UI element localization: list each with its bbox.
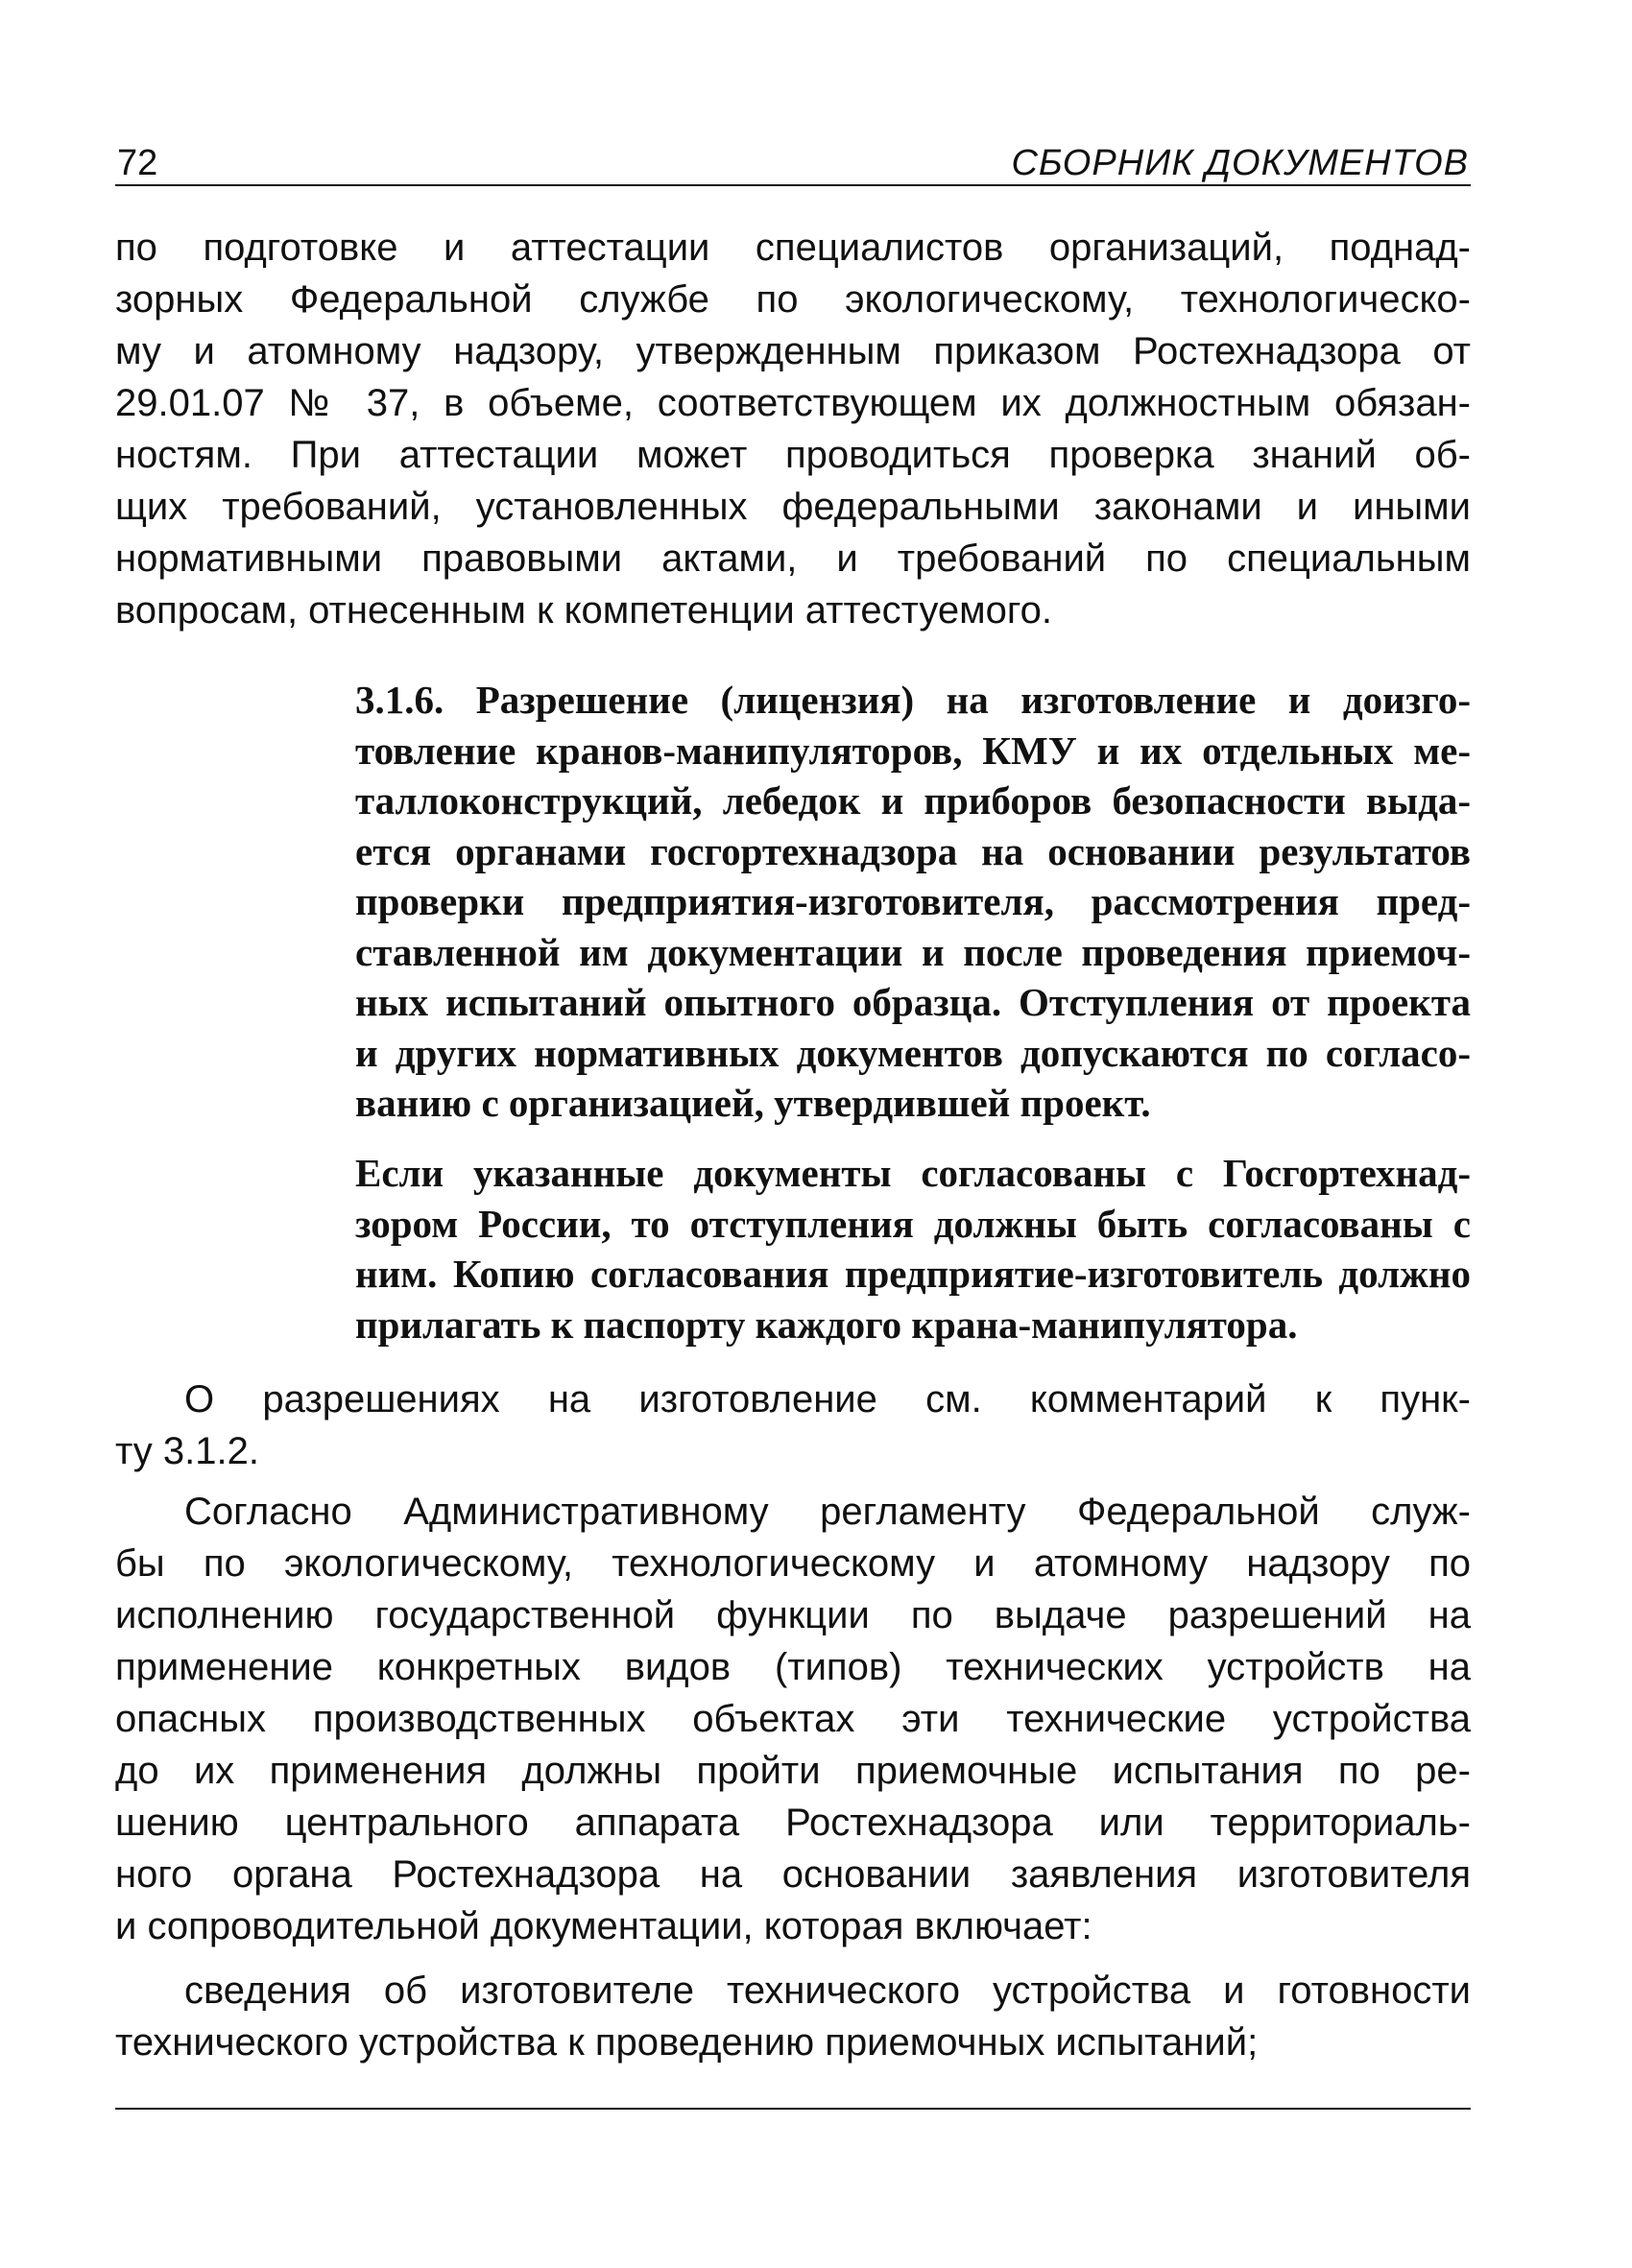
text-line: применение конкретных видов (типов) технических устройств на — [115, 1646, 1471, 1688]
text-line: опасных производственных объектах эти технические устройства — [115, 1698, 1471, 1740]
text-line: шению центрального аппарата Ростехнадзора или территориаль- — [115, 1802, 1471, 1844]
text-line: ставленной им документации и после проведения приемоч- — [355, 929, 1471, 974]
text-line: Согласно Административному регламенту Федеральной служ- — [184, 1491, 1471, 1533]
text-line: до их применения должны пройти приемочные испытания по ре- — [115, 1750, 1471, 1792]
text-line: му и атомному надзору, утвержденным приказом Ростехнадзора от — [115, 330, 1471, 372]
text-line: сведения об изготовителе технического устройства и готовности — [184, 1970, 1471, 2012]
text-line: и сопроводительной документации, которая включает: — [115, 1905, 1092, 1947]
header-rule — [115, 184, 1471, 186]
text-line: 3.1.6. Разрешение (лицензия) на изготовление и доизго- — [355, 678, 1471, 722]
running-header-title: СБОРНИК ДОКУМЕНТОВ — [1011, 143, 1469, 183]
text-line: ется органами госгортехнадзора на основании результатов — [355, 828, 1471, 873]
text-line: вопросам, отнесенным к компетенции аттестуемого. — [115, 589, 1052, 632]
paragraph-permits-comment — [115, 1373, 1471, 1477]
paragraph-3-1-6-continued — [355, 1148, 1471, 1349]
paragraph-manufacturer-info — [115, 1965, 1471, 2068]
text-line: ностям. При аттестации может проводиться проверка знаний об- — [115, 434, 1471, 476]
text-line: бы по экологическому, технологическому и атомному надзору по — [115, 1542, 1471, 1585]
text-line: ту 3.1.2. — [115, 1430, 259, 1472]
paragraph-3-1-6 — [355, 675, 1471, 1129]
text-line: нормативными правовыми актами, и требований по специальным — [115, 537, 1471, 580]
text-line: товление кранов-манипуляторов, КМУ и их отдельных ме- — [355, 728, 1471, 773]
paragraph-regulation — [115, 1486, 1471, 1952]
text-line: Если указанные документы согласованы с Госгортехнад- — [355, 1151, 1471, 1195]
text-line: и других нормативных документов допускаются по согласо- — [355, 1030, 1471, 1075]
text-line: по подготовке и аттестации специалистов организаций, поднад- — [115, 227, 1471, 269]
text-line: щих требований, установленных федеральными законами и иными — [115, 486, 1471, 528]
text-line: О разрешениях на изготовление см. комментарий к пунк- — [184, 1378, 1471, 1420]
text-line: ных испытаний опытного образца. Отступления от проекта — [355, 980, 1471, 1024]
paragraph-attestation — [115, 222, 1471, 636]
page-number: 72 — [117, 143, 158, 183]
footer-rule — [115, 2108, 1471, 2110]
text-line: зором России, то отступления должны быть согласованы с — [355, 1201, 1471, 1246]
text-line: технического устройства к проведению приемочных испытаний; — [115, 2021, 1259, 2064]
text-line: 29.01.07 № 37, в объеме, соответствующем их должностным обязан- — [115, 382, 1471, 424]
text-line: прилагать к паспорту каждого крана-манипулятора. — [355, 1301, 1298, 1347]
text-line: ним. Копию согласования предприятие-изготовитель должно — [355, 1252, 1471, 1296]
text-line: ванию с организацией, утвердившей проект. — [355, 1081, 1151, 1125]
text-line: ного органа Ростехнадзора на основании заявления изготовителя — [115, 1853, 1471, 1896]
text-line: исполнению государственной функции по выдаче разрешений на — [115, 1594, 1471, 1636]
text-line: таллоконструкций, лебедок и приборов безопасности выда- — [355, 778, 1471, 823]
text-line: зорных Федеральной службе по экологическому, технологическо- — [115, 278, 1471, 321]
text-line: проверки предприятия-изготовителя, рассмотрения пред- — [355, 879, 1471, 923]
